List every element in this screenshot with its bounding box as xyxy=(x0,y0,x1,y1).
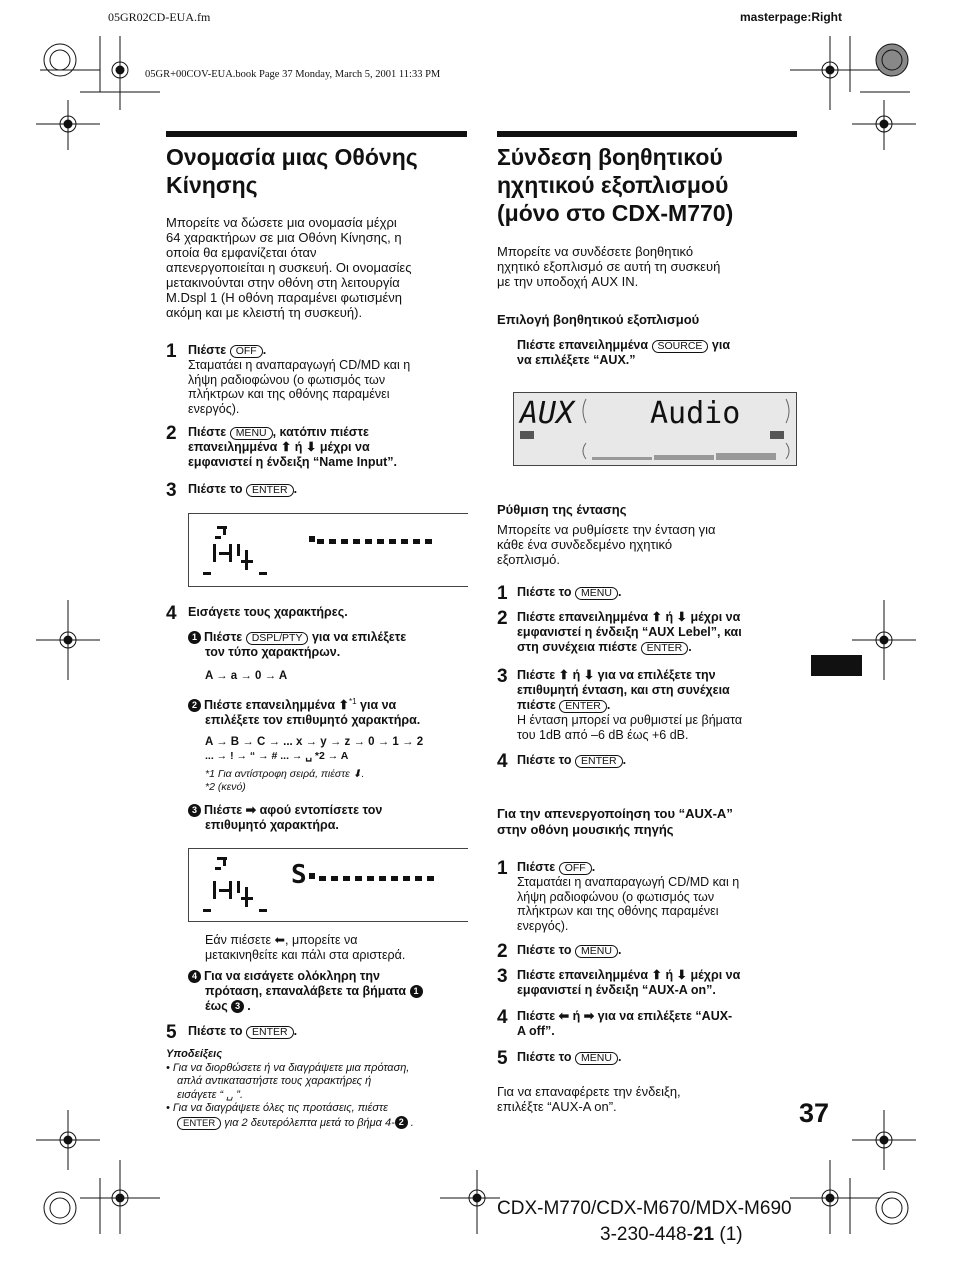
name-input-display-1 xyxy=(188,513,468,587)
vol-step-3 xyxy=(497,668,797,742)
left-title-rule xyxy=(166,131,467,137)
right-title xyxy=(497,143,733,227)
vol-step-4 xyxy=(497,753,626,771)
enter-key: ENTER xyxy=(641,642,689,655)
part-number xyxy=(600,1224,743,1246)
restore-note xyxy=(497,1084,681,1114)
menu-key: MENU xyxy=(575,587,618,600)
enter-key: ENTER xyxy=(177,1117,221,1130)
step-text: επανειλημμένα ⬆ ή ⬇ μέχρι να xyxy=(188,440,370,454)
detail-line: ενεργός). xyxy=(188,401,240,416)
enter-key: ENTER xyxy=(559,700,607,713)
lcd-character: S xyxy=(291,860,307,890)
circled-number: 4 xyxy=(188,970,201,983)
left-title-line-1: Ονομασία μιας Οθόνης xyxy=(166,144,418,170)
intro-line: οποία θα εμφανίζεται όταν xyxy=(166,245,317,260)
detail-line: Σταματάει η αναπαραγωγή CD/MD και η xyxy=(517,875,740,889)
detail-line: πλήκτρων και της οθόνης παραμένει xyxy=(517,904,719,918)
disable-aux-title xyxy=(497,806,733,838)
step-dot: . xyxy=(262,343,267,357)
left-step-3 xyxy=(166,482,297,500)
left-step-4 xyxy=(166,605,348,623)
step-number: 5 xyxy=(166,1022,177,1043)
aux-audio-display xyxy=(513,392,797,466)
step-text: για xyxy=(708,338,731,352)
step-text: Πιέστε ➡ αφού εντοπίσετε τον xyxy=(204,803,383,817)
off-key: OFF xyxy=(559,862,592,875)
step-text: Πιέστε επανειλημμένα ⬆ ή ⬇ μέχρι να xyxy=(517,610,741,624)
circled-number: 1 xyxy=(410,985,423,998)
step-dot: . xyxy=(606,698,611,712)
intro-line: με την υποδοχή AUX IN. xyxy=(497,274,639,289)
step-text: Πιέστε xyxy=(517,860,556,874)
circled-number: 3 xyxy=(231,1000,244,1013)
step-dot: . xyxy=(617,585,622,599)
detail-line: πλήκτρων και της οθόνης παραμένει xyxy=(188,387,390,401)
dis-step-2 xyxy=(497,943,621,961)
step-number: 3 xyxy=(166,480,177,501)
right-title-line-3: (μόνο στο CDX-M770) xyxy=(497,200,734,226)
left-step-5 xyxy=(166,1024,297,1042)
footnote: *2 (κενό) xyxy=(205,781,246,793)
dis-step-1 xyxy=(497,860,797,933)
intro-line: ηχητικό εξοπλισμό σε αυτή τη συσκευή xyxy=(497,259,721,274)
enter-key: ENTER xyxy=(246,484,294,497)
intro-line: εξοπλισμό. xyxy=(497,552,561,567)
step-text: Πιέστε xyxy=(188,425,227,439)
page-number: 37 xyxy=(799,1098,830,1128)
display-graphic xyxy=(189,849,468,921)
step-text: στη συνέχεια πιέστε xyxy=(517,640,638,654)
step-text: Πιέστε ⬆ ή ⬇ για να επιλέξετε την xyxy=(517,668,716,682)
left-title-line-2: Κίνησης xyxy=(166,172,258,198)
right-title-line-1: Σύνδεση βοηθητικού xyxy=(497,144,723,170)
step-dot: . xyxy=(293,482,298,496)
left-step-2 xyxy=(166,425,466,470)
note-line: μετακινηθείτε και πάλι στα αριστερά. xyxy=(205,947,406,962)
step-dot: . xyxy=(410,1116,414,1129)
step-text: A off”. xyxy=(517,1024,555,1038)
step-number: 3 xyxy=(497,666,508,687)
detail-line: Σταματάει η αναπαραγωγή CD/MD και η xyxy=(188,358,411,372)
dis-step-4 xyxy=(497,1009,797,1039)
sequence-line: ... → ! → “ → # ... → ␣ *2 → A xyxy=(205,750,349,762)
substep-c xyxy=(188,803,468,833)
intro-line: ακόμη και με κλειστή τη συσκευή). xyxy=(166,305,363,320)
vol-step-1 xyxy=(497,585,621,603)
note-line: Για να επαναφέρετε την ένδειξη, xyxy=(497,1084,681,1099)
footnote-ref: *1 xyxy=(348,697,357,706)
title-line: Για την απενεργοποίηση του “AUX-A” xyxy=(497,806,733,821)
step-number: 4 xyxy=(497,751,508,772)
step-text: Για να εισάγετε ολόκληρη την xyxy=(204,969,380,983)
intro-line: κάθε ένα συνδεδεμένο ηχητικό xyxy=(497,537,673,552)
step-text: Πιέστε επανειλημμένα xyxy=(517,338,649,352)
step-text: Πιέστε το xyxy=(517,1050,572,1064)
step-text: Πιέστε το xyxy=(188,482,243,496)
step-number: 2 xyxy=(497,941,508,962)
step-text: Πιέστε το xyxy=(517,943,572,957)
detail-line: λήψη ραδιοφώνου (ο φωτισμός των xyxy=(517,889,715,904)
step-text: εμφανιστεί η ένδειξη “AUX Lebel”, και xyxy=(517,625,742,639)
step-dot: . xyxy=(617,943,622,957)
step-text: επιθυμητή ένταση, και στη συνέχεια xyxy=(517,683,730,697)
masterpage-label: masterpage:Right xyxy=(739,10,842,24)
char-type-sequence: A → a → 0 → A xyxy=(205,670,288,682)
tip-line: εισάγετε “ ␣ ”. xyxy=(177,1088,243,1101)
display-graphic xyxy=(514,393,796,465)
display-graphic xyxy=(189,514,468,586)
circled-number: 2 xyxy=(188,699,201,712)
step-number: 2 xyxy=(497,608,508,629)
right-intro xyxy=(497,244,797,289)
step-text: , κατόπιν πιέστε xyxy=(272,425,369,439)
step-text: Πιέστε το xyxy=(517,753,572,767)
step-number: 4 xyxy=(166,603,177,624)
step-text: εμφανιστεί η ένδειξη “AUX-A on”. xyxy=(517,983,716,997)
left-title xyxy=(166,143,418,199)
intro-line: 64 χαρακτήρων σε μια Οθόνη Κίνησης, η xyxy=(166,230,402,245)
dis-step-3 xyxy=(497,968,797,998)
substep-d xyxy=(188,969,468,1014)
intro-line: Μπορείτε να ρυθμίσετε την ένταση για xyxy=(497,522,716,537)
off-key: OFF xyxy=(230,345,263,358)
left-intro xyxy=(166,215,466,320)
enter-key: ENTER xyxy=(575,755,623,768)
step-number: 1 xyxy=(166,341,177,362)
tip-line: • Για να διαγράψετε όλες τις προτάσεις, πιέστε xyxy=(166,1102,388,1114)
intro-line: Μπορείτε να συνδέσετε βοηθητικό xyxy=(497,244,694,259)
tip-line: απλά αντικαταστήστε τους χαρακτήρες ή xyxy=(177,1075,372,1087)
source-key: SOURCE xyxy=(652,340,709,353)
step-number: 1 xyxy=(497,858,508,879)
lcd-aux-text: AUX xyxy=(520,396,575,431)
intro-line: μετακινούνται στην οθόνη στη λειτουργία xyxy=(166,275,400,290)
note-line: Εάν πιέσετε ⬅, μπορείτε να xyxy=(205,933,358,947)
tips-title: Υποδείξεις xyxy=(166,1048,223,1060)
step-text: για να επιλέξετε xyxy=(308,630,407,644)
step-number: 4 xyxy=(497,1007,508,1028)
step-text: για να xyxy=(356,698,397,713)
lcd-audio-text: Audio xyxy=(650,396,741,431)
detail-line: λήψη ραδιοφώνου (ο φωτισμός των xyxy=(188,372,386,387)
circled-number: 1 xyxy=(188,631,201,644)
step-dot: . xyxy=(591,860,596,874)
part-number-rev: 21 xyxy=(692,1224,715,1245)
step-text: Πιέστε επανειλημμένα ⬆ xyxy=(204,698,349,713)
step-text: Πιέστε το xyxy=(517,585,572,599)
circled-number: 2 xyxy=(395,1116,408,1129)
step-number: 1 xyxy=(497,583,508,604)
step-dot: . xyxy=(688,640,692,654)
step-number: 5 xyxy=(497,1048,508,1069)
file-name: 05GR02CD-EUA.fm xyxy=(108,10,211,24)
select-aux-instruction xyxy=(517,338,797,368)
step-text: πρόταση, επαναλάβετε τα βήματα xyxy=(205,984,407,998)
detail-line: Η ένταση μπορεί να ρυθμιστεί με βήματα xyxy=(517,713,743,727)
model-list: CDX-M770/CDX-M670/MDX-M690 xyxy=(497,1198,792,1219)
substep-b xyxy=(188,694,468,728)
intro-line: M.Dspl 1 (Η οθόνη παραμένει φωτισμένη xyxy=(166,290,403,305)
circled-number: 3 xyxy=(188,804,201,817)
menu-key: MENU xyxy=(575,945,618,958)
detail-line: του 1dB από –6 dB έως +6 dB. xyxy=(517,727,689,742)
tip-line: για 2 δευτερόλεπτα μετά το βήμα 4- xyxy=(221,1116,395,1129)
book-line: 05GR+00COV-EUA.book Page 37 Monday, March 5, 2001 11:33 PM xyxy=(145,69,441,80)
dis-step-5 xyxy=(497,1050,621,1068)
substep-c-note xyxy=(205,933,405,962)
footnote: *1 Για αντίστροφη σειρά, πιέστε ⬇. xyxy=(205,768,365,780)
title-line: στην οθόνη μουσικής πηγής xyxy=(497,822,674,837)
right-title-line-2: ηχητικού εξοπλισμού xyxy=(497,172,729,198)
substep-a xyxy=(188,630,468,660)
step-text: τον τύπο χαρακτήρων. xyxy=(205,645,341,659)
step-text: εμφανιστεί η ένδειξη “Name Input”. xyxy=(188,455,398,469)
select-aux-title: Επιλογή βοηθητικού εξοπλισμού xyxy=(497,312,700,327)
step-text: Πιέστε ⬅ ή ➡ για να επιλέξετε “AUX- xyxy=(517,1009,733,1023)
part-number-suffix: (1) xyxy=(714,1224,743,1245)
sequence-line: A → B → C → ... x → y → z → 0 → 1 → 2 xyxy=(205,736,424,748)
volume-title: Ρύθμιση της έντασης xyxy=(497,502,627,517)
step-dot: . xyxy=(617,1050,622,1064)
menu-key: MENU xyxy=(575,1052,618,1065)
step-text: επιλέξετε τον επιθυμητό χαρακτήρα. xyxy=(205,713,421,728)
step-text: Εισάγετε τους χαρακτήρες. xyxy=(188,605,348,619)
step-text: επιθυμητό χαρακτήρα. xyxy=(205,818,339,832)
intro-line: Μπορείτε να δώσετε μια ονομασία μέχρι xyxy=(166,215,397,230)
vol-step-2 xyxy=(497,610,797,655)
right-title-rule xyxy=(497,131,797,137)
detail-line: ενεργός). xyxy=(517,918,569,933)
name-input-display-2 xyxy=(188,848,468,922)
step-number: 2 xyxy=(166,423,177,444)
char-sequence xyxy=(205,735,423,763)
tip-line: • Για να διορθώσετε ή να διαγράψετε μια πρόταση, xyxy=(166,1061,410,1074)
step-text: Πιέστε επανειλημμένα ⬆ ή ⬇ μέχρι να xyxy=(517,968,741,982)
step-text: Πιέστε xyxy=(204,630,243,644)
step-text: Πιέστε το xyxy=(188,1024,243,1038)
step-dot: . xyxy=(247,999,251,1013)
step-number: 3 xyxy=(497,966,508,987)
enter-key: ENTER xyxy=(246,1026,294,1039)
step-dot: . xyxy=(293,1024,298,1038)
section-tab xyxy=(811,655,862,676)
footnotes xyxy=(205,768,364,794)
intro-line: απενεργοποιείται η συσκευή. Οι ονομασίες xyxy=(166,260,412,275)
step-text: πιέστε xyxy=(517,698,556,712)
note-line: επιλέξτε “AUX-A on”. xyxy=(497,1099,617,1114)
volume-intro xyxy=(497,522,797,567)
step-text: να επιλέξετε “AUX.” xyxy=(517,353,636,367)
tips xyxy=(166,1048,466,1130)
step-dot: . xyxy=(622,753,627,767)
part-number-prefix: 3-230-448- xyxy=(600,1224,693,1245)
menu-key: MENU xyxy=(230,427,273,440)
dspl-pty-key: DSPL/PTY xyxy=(246,632,309,645)
step-text: έως xyxy=(205,999,228,1013)
left-step-1 xyxy=(166,343,466,416)
step-text: Πιέστε xyxy=(188,343,227,357)
